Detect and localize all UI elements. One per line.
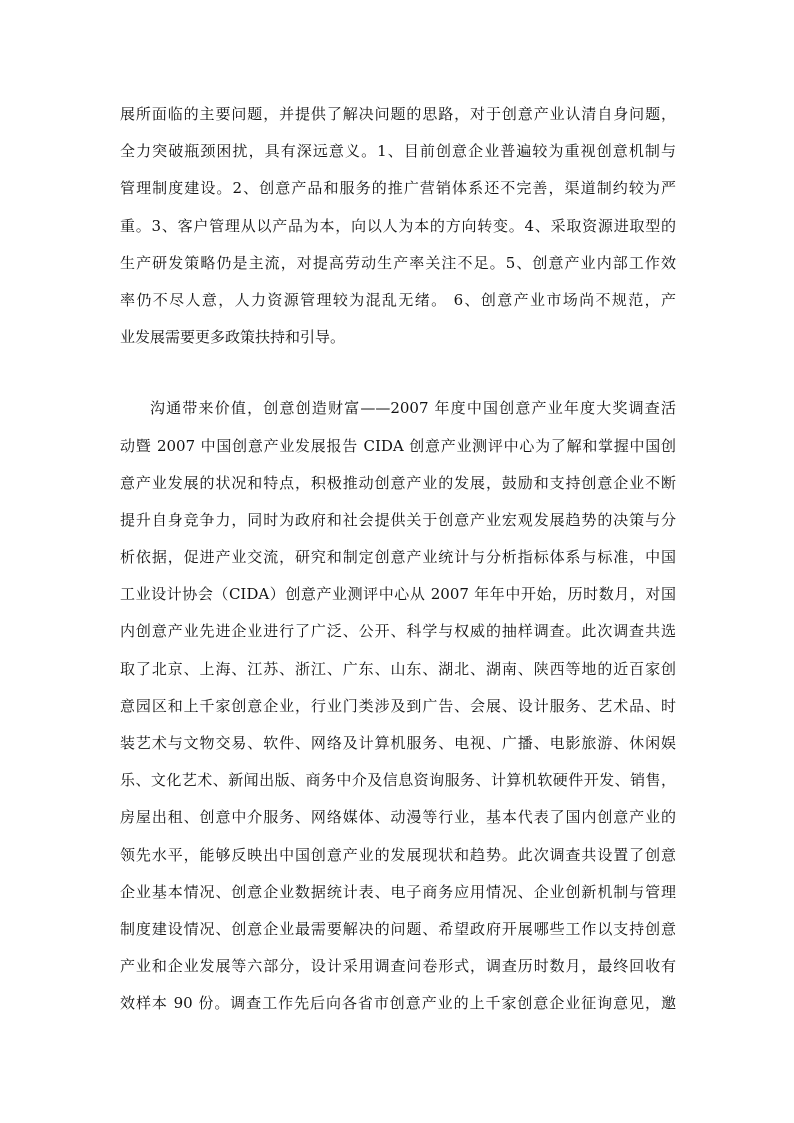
text-line: 提升自身竞争力，同时为政府和社会提供关于创意产业宏观发展趋势的决策与分 bbox=[120, 510, 676, 529]
text-line: 意产业发展的状况和特点，积极推动创意产业的发展，鼓励和支持创意企业不断 bbox=[120, 473, 676, 492]
text-line: 率仍不尽人意，人力资源管理较为混乱无绪。 6、创意产业市场尚不规范，产 bbox=[120, 290, 676, 309]
text-line: 效样本 90 份。调查工作先后向各省市创意产业的上千家创意企业征询意见，邀 bbox=[120, 994, 676, 1013]
text-line: 析依据，促进产业交流，研究和制定创意产业统计与分析指标体系与标准，中国 bbox=[120, 548, 676, 567]
text-line: 产业和企业发展等六部分，设计采用调查问卷形式，调查历时数月，最终回收有 bbox=[120, 957, 676, 976]
text-line: 沟通带来价值，创意创造财富——2007 年度中国创意产业年度大奖调查活 bbox=[150, 399, 676, 418]
document-body bbox=[120, 96, 676, 1023]
text-line: 内创意产业先进企业进行了广泛、公开、科学与权威的抽样调查。此次调查共选 bbox=[120, 622, 676, 641]
text-line: 制度建设情况、创意企业最需要解决的问题、希望政府开展哪些工作以支持创意 bbox=[120, 919, 676, 938]
text-line: 展所面临的主要问题，并提供了解决问题的思路，对于创意产业认清自身问题， bbox=[120, 105, 676, 123]
text-line: 意园区和上千家创意企业，行业门类涉及到广告、会展、设计服务、艺术品、时 bbox=[120, 696, 676, 715]
text-line: 乐、文化艺术、新闻出版、商务中介及信息资询服务、计算机软硬件开发、销售， bbox=[120, 771, 676, 790]
text-line: 工业设计协会（CIDA）创意产业测评中心从 2007 年年中开始，历时数月，对国 bbox=[120, 585, 676, 604]
paragraph-1 bbox=[120, 96, 676, 356]
text-line: 业发展需要更多政策扶持和引导。 bbox=[120, 328, 346, 347]
text-line: 动暨 2007 中国创意产业发展报告 CIDA 创意产业测评中心为了解和掌握中国创 bbox=[120, 436, 676, 455]
text-line: 重。3、客户管理从以产品为本，向以人为本的方向转变。4、采取资源进取型的 bbox=[120, 216, 676, 235]
text-line: 企业基本情况、创意企业数据统计表、电子商务应用情况、企业创新机制与管理 bbox=[120, 882, 676, 901]
text-line: 装艺术与文物交易、软件、网络及计算机服务、电视、广播、电影旅游、休闲娱 bbox=[120, 734, 676, 752]
paragraph-spacer bbox=[120, 356, 676, 390]
paragraph-2 bbox=[120, 390, 676, 1022]
text-line: 生产研发策略仍是主流，对提高劳动生产率关注不足。5、创意产业内部工作效 bbox=[120, 253, 676, 272]
text-line: 取了北京、上海、江苏、浙江、广东、山东、湖北、湖南、陕西等地的近百家创 bbox=[120, 659, 676, 678]
text-line: 房屋出租、创意中介服务、网络媒体、动漫等行业，基本代表了国内创意产业的 bbox=[120, 808, 676, 827]
text-line: 管理制度建设。2、创意产品和服务的推广营销体系还不完善，渠道制约较为严 bbox=[120, 179, 676, 198]
text-line: 全力突破瓶颈困扰，具有深远意义。1、目前创意企业普遍较为重视创意机制与 bbox=[120, 142, 676, 161]
text-line: 领先水平，能够反映出中国创意产业的发展现状和趋势。此次调查共设置了创意 bbox=[120, 845, 676, 864]
